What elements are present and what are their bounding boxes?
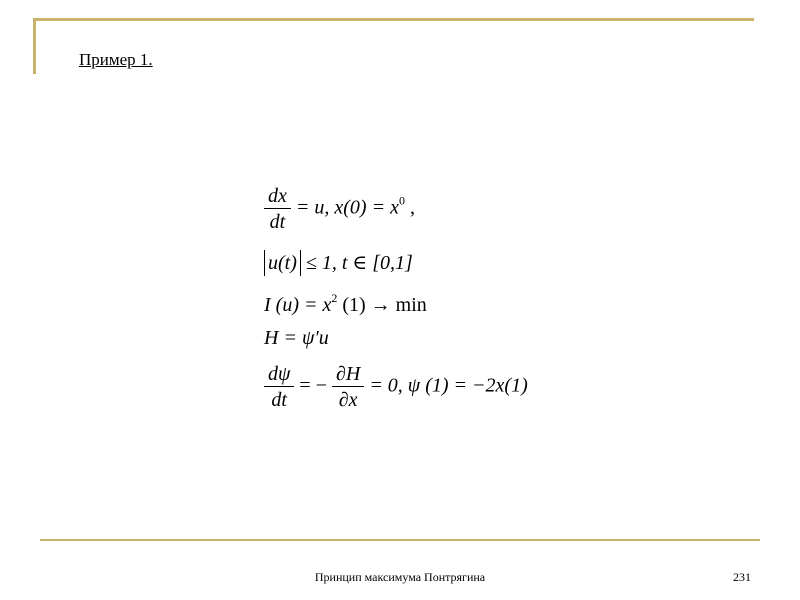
fraction-dx-dt bbox=[264, 186, 291, 232]
equation-3-rhs: (1) → min bbox=[337, 294, 427, 316]
equation-1-rhs: = u, x(0) = x bbox=[295, 196, 399, 219]
slide-title: Пример 1. bbox=[79, 50, 153, 69]
equation-2-abs: u(t) bbox=[264, 250, 301, 276]
frame-left-line bbox=[33, 18, 36, 74]
equation-5-rhs: = 0, ψ (1) = −2x(1) bbox=[364, 374, 528, 397]
footer-title: Принцип максимума Понтрягина bbox=[314, 570, 486, 584]
fraction-denominator: dt bbox=[271, 389, 287, 411]
equation-3-lhs: I (u) = x bbox=[264, 294, 332, 316]
equation-1 bbox=[264, 186, 415, 232]
equation-3 bbox=[264, 292, 427, 315]
equation-1-superscript: 0 bbox=[398, 193, 405, 208]
fraction-numerator: dψ bbox=[264, 364, 294, 387]
frame-top-line bbox=[33, 18, 754, 21]
equation-2 bbox=[264, 250, 413, 276]
equation-3-superscript: 2 bbox=[331, 291, 338, 305]
fraction-denominator: ∂x bbox=[338, 389, 358, 411]
footer-line bbox=[40, 539, 760, 541]
fraction-numerator: ∂H bbox=[332, 364, 364, 387]
equation-1-tail: , bbox=[404, 196, 415, 219]
page-number: 231 bbox=[733, 570, 751, 584]
equation-2-rhs: ≤ 1, t ∈ [0,1] bbox=[300, 252, 413, 274]
equation-4-text: H = ψ′u bbox=[264, 327, 329, 349]
fraction-dpsi-dt bbox=[264, 364, 294, 410]
fraction-numerator: dx bbox=[264, 186, 291, 209]
fraction-dH-dx bbox=[332, 364, 364, 410]
equation-4 bbox=[264, 328, 329, 348]
equation-5-mid: = − bbox=[294, 374, 332, 397]
fraction-denominator: dt bbox=[269, 211, 286, 233]
equation-5 bbox=[264, 364, 528, 410]
